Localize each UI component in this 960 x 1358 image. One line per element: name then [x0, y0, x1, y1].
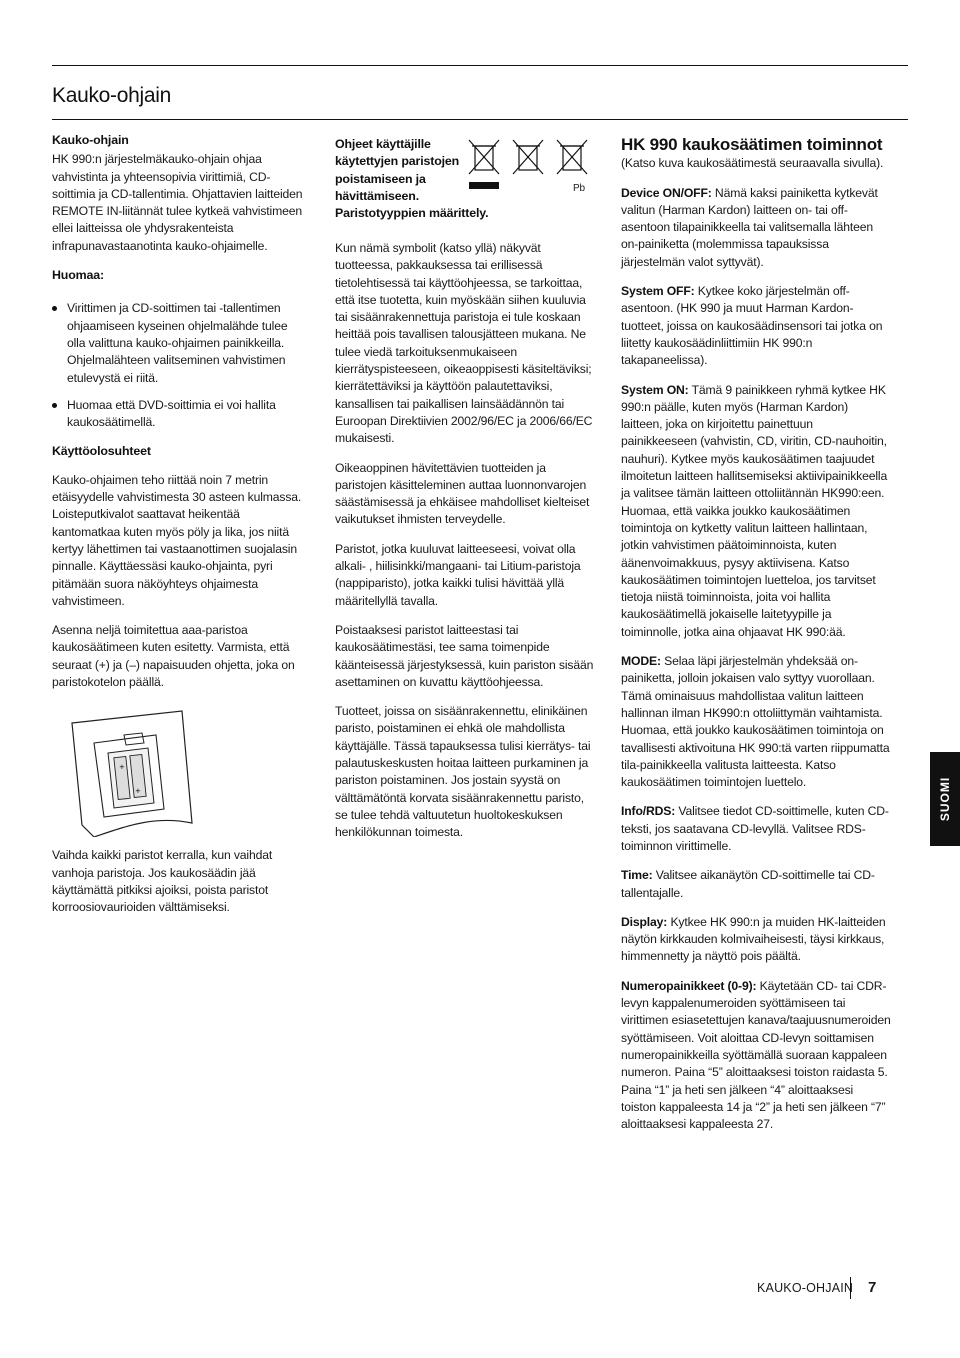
functions-subheading: (Katso kuva kaukosäätimestä seuraavalla sivulla). [621, 156, 884, 171]
disposal-paragraph: Tuotteet, joissa on sisäänrakennettu, elinikäinen paristo, poistaminen ei ehkä ole mahdollista käyttäjälle. Tässä tapauksessa tulisi kierrätys- tai palautuskeskusten hoitaa laitteen purkaminen ja pariston poistaminen. Jos jostain syystä on välttämätöntä korvata sisäänrakennettu paristo, se tulee tehdä valtuutetun huoltokeskuksen henkilökunnan toimesta. [335, 704, 591, 840]
battery-compartment-illustration [64, 705, 194, 837]
function-text: Nämä kaksi painiketta kytkevät valitun (Harman Kardon) laitteen on- tai off-asentoon tilapainikkeella tai valitsemalla lähteen on-painiketta (molemmissa tapauksissa järjestelmän valot syttyvät). [621, 185, 878, 269]
crossed-bin-icon [513, 140, 543, 174]
column-battery-disposal [335, 136, 595, 854]
column-remote-control [52, 132, 304, 929]
note-bullet: Huomaa että DVD-soittimia ei voi hallita kaukosäätimellä. [52, 397, 304, 432]
page-title: Kauko-ohjain [52, 84, 171, 107]
function-text: Tämä 9 painikkeen ryhmä kytkee HK 990:n päälle, kuten myös (Harman Kardon) laitteen, joka on kirjoitettu painettuun painikkeeseen (vahvistin, CD, viritin, CD-nauhoitin, nauhuri). Kytkee myös kaukosäätimen taajuudet ilmoitetun laitteen hallitsemiseksi aktiivipainikkeella ja valitsee tämän laitteen ottoliitännän HK990:een. Huomaa, että vaikka joukko kaukosäätimen toimintoja on kytketty valitun laitteen hallintaan, jotkin vahvistimen päätoiminnoista, kuten äänenvoimakkuus, pysyy aktiivisena. Katso kaukosäätimen toimintojen luetteloa, jos tarvitset tietoja niistä toiminnoista, joita voi hallita kaukosäätimellä jokaiselle laitetyypille ja toiminnolle, jotka aina ohjaavat HK 990:ää. [621, 382, 888, 639]
disposal-paragraph: Paristot, jotka kuuluvat laitteeseesi, voivat olla alkali- , hiilisinkki/mangaani- tai Litium-paristoja (nappiparisto), jotka kaikki tulisi hävittää yllä määritellyllä tavalla. [335, 541, 581, 608]
section-heading-remote: Kauko-ohjain [52, 133, 129, 147]
disposal-paragraph: Kun nämä symbolit (katso yllä) näkyvät tuotteessa, pakkauksessa tai erillisessä tietolehtisessä tai käyttöohjeessa, se tarkoittaa, että itse tuotetta, kuin myöskään siihen kuuluvia tai sisäänrakennettuja paristoja ei tule koskaan heittää pois tavallisen talousjätteen mukana. Ne tulee viedä tarkoituksenmukaiseen kierrätyspisteeseen, oikeaoppisesti käsiteltäviksi; kierrätettäviksi ja käyttöön palautettaviksi, kansallisen tai paikallisen lainsäädännön tai Euroopan Direktiivien 2002/96/EC ja 2006/66/EC mukaisesti. [335, 241, 593, 446]
disposal-title: Ohjeet käyttäjille käytettyjen paristojen poistamiseen ja hävittämiseen. [335, 137, 460, 203]
conditions-text: Kauko-ohjaimen teho riittää noin 7 metrin etäisyydelle vahvistimesta 30 asteen kulmassa. Loisteputkivalot saattavat heikentää kantomatkaa kuten myös pöly ja lika, jos niitä kertyy lähettimen tai vastaanottimen suojalasin pinnalle. Käyttäessäsi kauko-ohjainta, pyri pitämään suora näköyhteys ohjaimesta vahvistimeen. [52, 472, 302, 608]
disposal-subtitle: Paristotyyppien määrittely. [335, 206, 489, 220]
function-item [621, 978, 891, 1134]
function-text: Valitsee tiedot CD-soittimelle, kuten CD-teksti, jos saatavana CD-levyllä. Valitsee RDS-toiminnon virittimelle. [621, 804, 889, 853]
note-bullets [52, 300, 304, 431]
function-label: System ON: [621, 382, 689, 397]
section-heading-conditions: Käyttöolosuhteet [52, 444, 151, 459]
function-label: System OFF: [621, 284, 695, 299]
function-item [621, 867, 891, 902]
function-label: Time: [621, 868, 653, 883]
disposal-paragraph: Oikeaoppinen hävitettävien tuotteiden ja paristojen käsitteleminen auttaa luonnonvarojen säästämisessä ja ehkäisee mahdolliset kielteiset vaikutukset ihmisten terveydelle. [335, 460, 590, 527]
disposal-header [335, 136, 595, 230]
language-tab [930, 752, 960, 846]
crossed-bin-icon [469, 140, 499, 174]
function-text: Käytetään CD- tai CDR-levyn kappalenumeroiden syöttämiseen tai virittimen esiasetettujen kanava/taajuusnumeroiden syöttämiseen. Voit aloittaa CD-levyn soittamisen numeropainikkeilla syöttämällä suoraan kappaleen numeron. Paina “5” aloittaaksesi toiston raidasta 5. Paina “1” ja heti sen jälkeen “4” aloittaaksesi toiston kappaleesta 14 ja “2” ja heti sen jälkeen “7” aloittaaksesi kappaleesta 27. [621, 978, 891, 1132]
pb-label: Pb [573, 183, 585, 194]
batteries-text: Asenna neljä toimitettua aaa-paristoa kaukosäätimeen kuten esitetty. Varmista, että seuraat (+) ja (–) napaisuuden ohjetta, joka on paristokotelon päällä. [52, 623, 295, 690]
function-label: Display: [621, 914, 668, 929]
function-text: Kytkee HK 990:n ja muiden HK-laitteiden näytön kirkkauden kolmivaiheisesti, täysi kirkkaus, himmennetty ja näyttö pois päältä. [621, 914, 886, 964]
note-bullet: Virittimen ja CD-soittimen tai -tallentimen ohjaamiseen kyseinen ohjelmalähde tulee olla valittuna kauko-ohjaimen painikkeilla. Ohjelmalähteen valitseminen vahvistimen etulevystä ei riitä. [52, 300, 304, 386]
svg-text:+: + [119, 763, 125, 772]
title-rule [52, 119, 908, 120]
footer-divider [850, 1277, 851, 1299]
function-label: MODE: [621, 654, 661, 669]
function-item [621, 803, 891, 855]
functions-heading: HK 990 kaukosäätimen toiminnot [621, 135, 883, 154]
function-label: Info/RDS: [621, 804, 676, 819]
top-rule [52, 65, 908, 66]
function-item [621, 653, 891, 791]
function-item [621, 283, 891, 369]
page-number: 7 [868, 1279, 877, 1296]
function-text: Kytkee koko järjestelmän off-asentoon. (HK 990 ja muut Harman Kardon-tuotteet, joissa on kaukosäädinsensori tai jotka on liitetty kaukosäädinliittimiin HK 990:n takapaneelissa). [621, 284, 883, 368]
function-text: Selaa läpi järjestelmän yhdeksää on-painiketta, jolloin jokaisen valo syttyy vuorollaan. Tämä ominaisuus mahdollistaa valitun laitteen hallinnan ilman HK990:n ottoliittymän vaihtamista. Huomaa, että joukko kaukosäätimen toimintoja on tavallisesti aktivoituna HK 990:tä varten riippumatta tila-painikkeella valitusta laitteesta. Katso kaukosäätimen toimintojen luettelo. [621, 654, 890, 790]
function-item [621, 185, 891, 271]
function-text: Valitsee aikanäytön CD-soittimelle tai CD-tallentajalle. [621, 868, 875, 900]
black-bar-icon [469, 182, 499, 189]
footer-section-label: KAUKO-OHJAIN [757, 1281, 854, 1295]
crossed-bin-icon [557, 140, 587, 174]
disposal-paragraph: Poistaaksesi paristot laitteestasi tai kaukosäätimestäsi, tee sama toimenpide käänteisessä järjestyksessä, kuin pariston sisään asettaminen on kuvattu käyttöohjeessa. [335, 622, 594, 689]
language-tab-label: SUOMI [938, 776, 952, 822]
function-item [621, 382, 891, 641]
note-heading: Huomaa: [52, 268, 104, 283]
svg-text:+: + [135, 787, 141, 796]
remote-intro: HK 990:n järjestelmäkauko-ohjain ohjaa vahvistinta ja yhteensopivia virittimiä, CD-soittimia ja CD-tallentimia. Ohjattavien laitteiden REMOTE IN-liitännät tulee kytkeä vahvistimeen ellei laitteissa ole yhdysrakenteista infrapunavastaanotinta kauko-ohjaimelle. [52, 152, 303, 253]
function-label: Device ON/OFF: [621, 185, 712, 200]
column-remote-functions [621, 136, 891, 1145]
replace-batteries-text: Vaihda kaikki paristot kerralla, kun vaihdat vanhoja paristoja. Jos kaukosäädin jää käyttämättä pitkiksi ajoiksi, poista paristot korroosiovaurioiden välttämiseksi. [52, 848, 273, 915]
function-label: Numeropainikkeet (0-9): [621, 978, 757, 993]
function-item [621, 914, 891, 966]
